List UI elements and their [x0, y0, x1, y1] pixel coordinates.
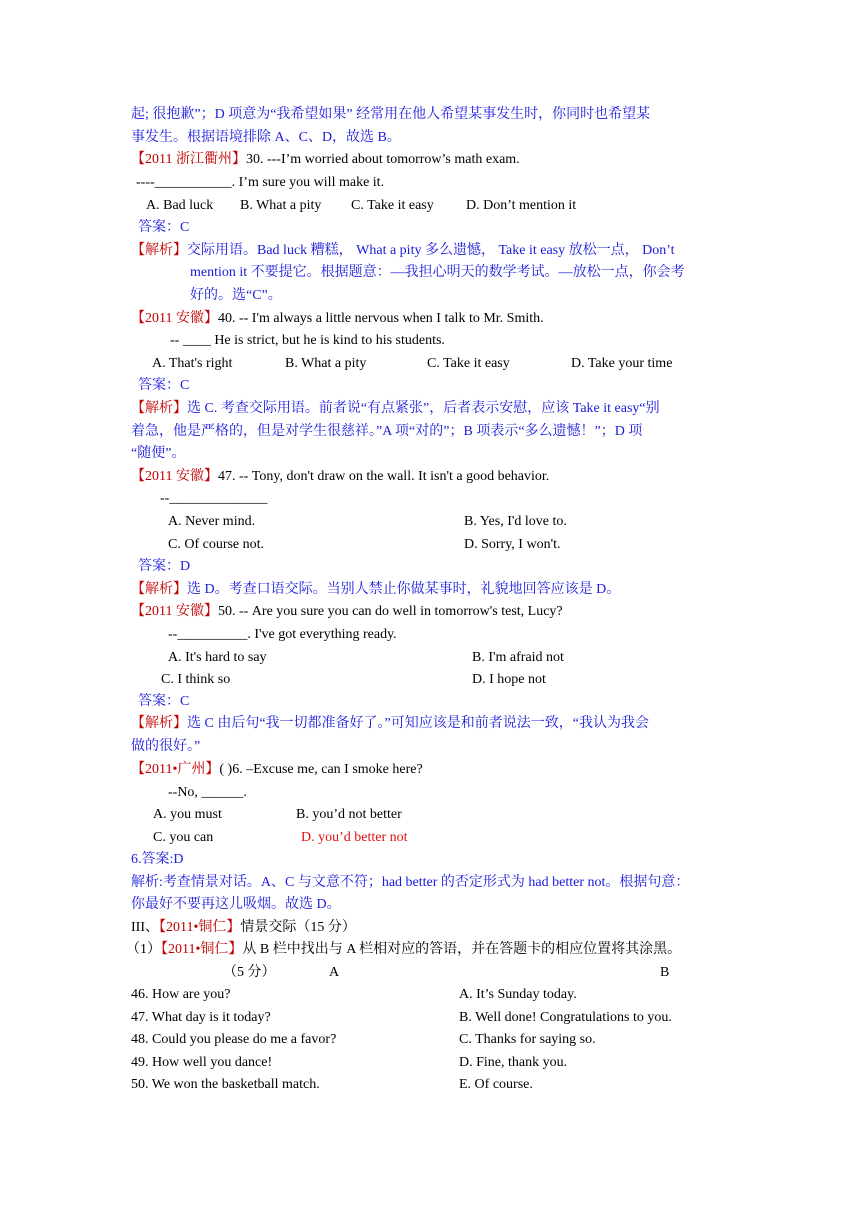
explanation — [131, 714, 731, 734]
option-c: C. Of course not. — [168, 537, 265, 552]
option-c: C. Take it easy — [351, 198, 434, 213]
option-d: D. Take your time — [571, 356, 673, 371]
source-tag: 【2011•铜仁】 — [159, 920, 241, 935]
explanation-text: 好的。选“C”。 — [190, 288, 282, 303]
column-b-item: D. Fine, thank you. — [459, 1055, 568, 1070]
column-a-item: 49. How well you dance! — [131, 1055, 273, 1070]
question-line: --__________. I've got everything ready. — [168, 627, 397, 642]
points-label: （5 分） — [223, 965, 276, 980]
answer: 答案：C — [138, 694, 190, 709]
explanation-continued: 事发生。根据语境排除 A、C、D，故选 B。 — [131, 130, 401, 145]
explanation-text: 着急，他是严格的，但是对学生很慈祥。”A 项“对的”；B 项表示“多么遗憾！”；D 项 — [131, 424, 643, 439]
explanation-tag: 【解析】 — [131, 243, 187, 258]
question-30 — [131, 150, 731, 170]
explanation-text: 选 D。考查口语交际。当别人禁止你做某事时，礼貌地回答应该是 D。 — [187, 582, 621, 597]
question-50 — [131, 602, 731, 622]
column-b-item: C. Thanks for saying so. — [459, 1032, 596, 1047]
explanation-text: 选 C. 考查交际用语。前者说“有点紧张”，后者表示安慰，应该 Take it easy“别 — [187, 401, 660, 416]
answer: 答案：C — [138, 378, 190, 393]
option-a: A. It's hard to say — [168, 650, 267, 665]
option-d: D. Sorry, I won't. — [464, 537, 561, 552]
instruction-text: 从 B 栏中找出与 A 栏相对应的答语，并在答题卡的相应位置将其涂黑。 — [242, 942, 682, 957]
source-tag: 【2011 安徽】 — [131, 311, 218, 326]
option-b: B. What a pity — [240, 198, 322, 213]
question-stem: 40. -- I'm always a little nervous when I talk to Mr. Smith. — [217, 311, 544, 326]
question-stem: 30. ---I’m worried about tomorrow’s math exam. — [245, 152, 520, 167]
source-tag: 【2011 安徽】 — [131, 604, 218, 619]
explanation-text: 做的很好。” — [131, 739, 201, 754]
option-b: B. I'm afraid not — [472, 650, 564, 665]
column-b-item: E. Of course. — [459, 1077, 533, 1092]
source-tag: 【2011 浙江衢州】 — [131, 152, 246, 167]
option-a: A. That's right — [152, 356, 233, 371]
option-b: B. What a pity — [285, 356, 367, 371]
option-a: A. you must — [153, 807, 222, 822]
explanation — [131, 580, 731, 600]
explanation — [131, 399, 731, 419]
explanation-text: mention it 不要提它。根据题意：—我担心明天的数学考试。—放松一点，你会考 — [190, 265, 685, 280]
source-tag: 【2011 安徽】 — [131, 469, 218, 484]
question-line: -- ____ He is strict, but he is kind to his students. — [170, 333, 445, 348]
question-stem: 47. -- Tony, don't draw on the wall. It isn't a good behavior. — [217, 469, 550, 484]
question-stem: ( )6. –Excuse me, can I smoke here? — [219, 762, 423, 777]
option-a: A. Bad luck — [146, 198, 214, 213]
source-tag: 【2011•铜仁】 — [161, 942, 243, 957]
explanation-text: “随便”。 — [131, 446, 186, 461]
explanation-text: 你最好不要再这儿吸烟。故选 D。 — [131, 897, 341, 912]
explanation — [131, 241, 731, 261]
section-title: 情景交际（15 分） — [240, 920, 356, 935]
section-number: III、 — [131, 920, 159, 935]
question-stem: 50. -- Are you sure you can do well in tomorrow's test, Lucy? — [217, 604, 563, 619]
column-a-item: 48. Could you please do me a favor? — [131, 1032, 337, 1047]
column-b-header: B — [660, 965, 670, 980]
explanation-continued: 起; 很抱歉”；D 项意为“我希望如果” 经常用在他人希望某事发生时，你同时也希望某 — [131, 107, 651, 122]
question-40 — [131, 309, 731, 329]
explanation-text: 解析:考查情景对话。A、C 与文意不符；had better 的否定形式为 had better not。根据句意： — [131, 875, 690, 890]
option-a: A. Never mind. — [168, 514, 256, 529]
question-line: --______________ — [160, 491, 268, 506]
column-a-item: 50. We won the basketball match. — [131, 1077, 320, 1092]
explanation-tag: 【解析】 — [131, 716, 187, 731]
explanation-tag: 【解析】 — [131, 582, 187, 597]
column-a-item: 47. What day is it today? — [131, 1010, 271, 1025]
question-6 — [131, 760, 731, 780]
column-a-header: A — [329, 965, 340, 980]
instruction-number: （1） — [126, 942, 161, 957]
option-d-correct: D. you’d better not — [301, 830, 408, 845]
answer: 答案：D — [138, 559, 191, 574]
question-47 — [131, 467, 731, 487]
column-b-item: A. It’s Sunday today. — [459, 987, 577, 1002]
option-d: D. I hope not — [472, 672, 546, 687]
option-c: C. you can — [153, 830, 214, 845]
option-b: B. Yes, I'd love to. — [464, 514, 567, 529]
explanation-tag: 【解析】 — [131, 401, 187, 416]
answer: 6.答案:D — [131, 852, 184, 867]
column-a-item: 46. How are you? — [131, 987, 231, 1002]
answer: 答案：C — [138, 220, 190, 235]
column-b-item: B. Well done! Congratulations to you. — [459, 1010, 672, 1025]
option-d: D. Don’t mention it — [466, 198, 577, 213]
question-line: ----___________. I’m sure you will make it. — [136, 175, 385, 190]
instruction — [126, 940, 736, 960]
question-line: --No, ______. — [168, 785, 247, 800]
explanation-text: 选 C 由后句“我一切都准备好了。”可知应该是和前者说法一致，“我认为我会 — [187, 716, 649, 731]
option-b: B. you’d not better — [296, 807, 402, 822]
section-heading — [131, 918, 731, 938]
option-c: C. Take it easy — [427, 356, 510, 371]
option-c: C. I think so — [161, 672, 231, 687]
source-tag: 【2011•广州】 — [131, 762, 220, 777]
explanation-text: 交际用语。Bad luck 糟糕， What a pity 多么遗憾， Take it easy 放松一点， Don’t — [187, 243, 675, 258]
